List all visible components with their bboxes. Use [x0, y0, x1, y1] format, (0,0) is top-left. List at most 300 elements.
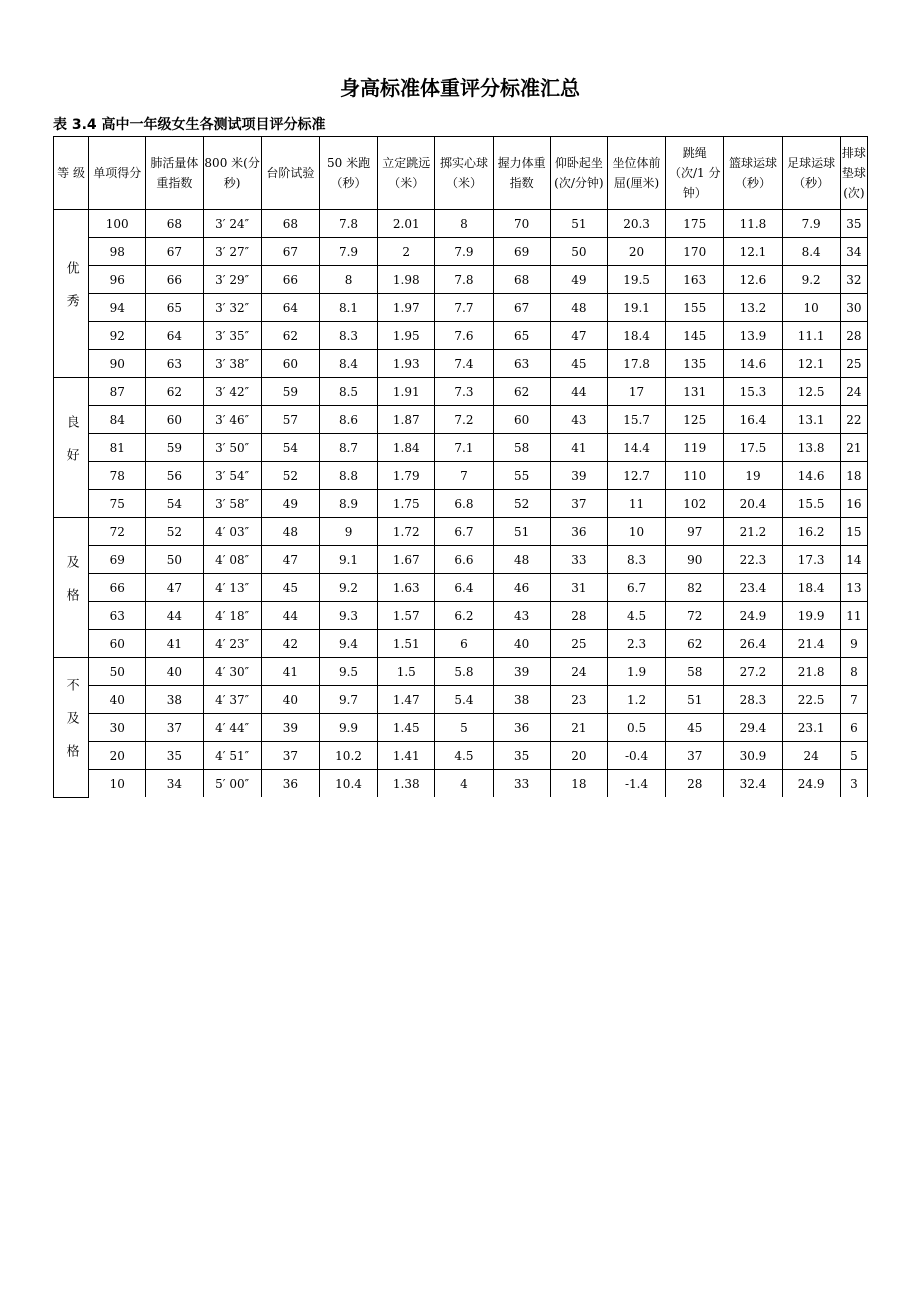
- table-cell: 16.2: [782, 518, 840, 546]
- table-cell: 49: [550, 266, 607, 294]
- table-cell: 1.75: [378, 490, 435, 518]
- column-header: 坐位体前屈(厘米): [607, 137, 665, 210]
- table-cell: 67: [146, 238, 203, 266]
- table-cell: 6.7: [435, 518, 493, 546]
- table-cell: 68: [146, 210, 203, 238]
- table-cell: 3′ 50″: [203, 434, 261, 462]
- table-row: [54, 630, 868, 658]
- table-cell: 84: [89, 406, 146, 434]
- table-cell: 24: [550, 658, 607, 686]
- table-cell: 125: [666, 406, 724, 434]
- column-header: 足球运球（秒）: [782, 137, 840, 210]
- column-header: 排球垫球(次): [840, 137, 867, 210]
- table-cell: 37: [146, 714, 203, 742]
- table-cell: 21.4: [782, 630, 840, 658]
- table-cell: 14: [840, 546, 867, 574]
- table-cell: 10: [89, 770, 146, 798]
- table-cell: 12.7: [607, 462, 665, 490]
- table-cell: 60: [89, 630, 146, 658]
- column-header: 800 米(分秒): [203, 137, 261, 210]
- table-cell: 57: [261, 406, 319, 434]
- table-cell: 1.87: [378, 406, 435, 434]
- table-cell: 51: [666, 686, 724, 714]
- table-cell: 12.5: [782, 378, 840, 406]
- table-cell: 59: [261, 378, 319, 406]
- table-cell: 41: [261, 658, 319, 686]
- table-row: [54, 602, 868, 630]
- table-cell: 41: [550, 434, 607, 462]
- table-cell: 60: [261, 350, 319, 378]
- table-cell: 4′ 18″: [203, 602, 261, 630]
- table-cell: 33: [550, 546, 607, 574]
- table-cell: 17: [607, 378, 665, 406]
- scoring-table: [53, 136, 868, 798]
- table-cell: 3′ 38″: [203, 350, 261, 378]
- table-cell: 4′ 13″: [203, 574, 261, 602]
- table-cell: 75: [89, 490, 146, 518]
- table-cell: 62: [146, 378, 203, 406]
- table-cell: 50: [89, 658, 146, 686]
- table-cell: 5.4: [435, 686, 493, 714]
- table-cell: 17.3: [782, 546, 840, 574]
- table-cell: 58: [493, 434, 550, 462]
- table-cell: 11.8: [724, 210, 782, 238]
- table-cell: 13.8: [782, 434, 840, 462]
- table-cell: 20.4: [724, 490, 782, 518]
- table-cell: 7: [840, 686, 867, 714]
- table-cell: 50: [146, 546, 203, 574]
- table-cell: 14.4: [607, 434, 665, 462]
- table-cell: 1.57: [378, 602, 435, 630]
- table-cell: 20.3: [607, 210, 665, 238]
- table-cell: 23.1: [782, 714, 840, 742]
- table-cell: 7.4: [435, 350, 493, 378]
- table-cell: 40: [146, 658, 203, 686]
- table-cell: 8.4: [319, 350, 377, 378]
- table-cell: 33: [493, 770, 550, 798]
- table-cell: 92: [89, 322, 146, 350]
- table-cell: 35: [146, 742, 203, 770]
- table-cell: 131: [666, 378, 724, 406]
- table-cell: 4′ 23″: [203, 630, 261, 658]
- table-cell: 7.9: [319, 238, 377, 266]
- table-row: [54, 742, 868, 770]
- table-cell: 3′ 42″: [203, 378, 261, 406]
- table-cell: 7.1: [435, 434, 493, 462]
- table-cell: 43: [550, 406, 607, 434]
- table-cell: 30.9: [724, 742, 782, 770]
- table-cell: 54: [261, 434, 319, 462]
- table-row: [54, 294, 868, 322]
- column-header: 掷实心球（米）: [435, 137, 493, 210]
- table-cell: 47: [261, 546, 319, 574]
- table-cell: 28: [840, 322, 867, 350]
- table-cell: 39: [493, 658, 550, 686]
- table-cell: 8.7: [319, 434, 377, 462]
- table-cell: 43: [493, 602, 550, 630]
- table-cell: 21: [550, 714, 607, 742]
- table-cell: 8.8: [319, 462, 377, 490]
- table-cell: 9.2: [782, 266, 840, 294]
- table-cell: 3′ 24″: [203, 210, 261, 238]
- table-cell: 1.41: [378, 742, 435, 770]
- table-cell: 8.5: [319, 378, 377, 406]
- table-cell: 39: [550, 462, 607, 490]
- table-cell: 110: [666, 462, 724, 490]
- table-cell: 24.9: [782, 770, 840, 798]
- table-cell: 9.7: [319, 686, 377, 714]
- table-cell: 170: [666, 238, 724, 266]
- table-cell: 6.7: [607, 574, 665, 602]
- table-cell: 7.8: [319, 210, 377, 238]
- table-cell: 1.91: [378, 378, 435, 406]
- table-cell: 18.4: [782, 574, 840, 602]
- table-cell: 19.5: [607, 266, 665, 294]
- table-row: [54, 658, 868, 686]
- table-cell: 37: [666, 742, 724, 770]
- table-cell: 96: [89, 266, 146, 294]
- table-cell: 59: [146, 434, 203, 462]
- table-cell: 7.3: [435, 378, 493, 406]
- table-cell: 19: [724, 462, 782, 490]
- table-cell: 9: [319, 518, 377, 546]
- table-cell: 3′ 54″: [203, 462, 261, 490]
- table-cell: 11.1: [782, 322, 840, 350]
- table-cell: 40: [261, 686, 319, 714]
- table-cell: 7: [435, 462, 493, 490]
- header-row: [54, 137, 868, 210]
- table-row: [54, 518, 868, 546]
- table-cell: 35: [493, 742, 550, 770]
- table-cell: 8.3: [319, 322, 377, 350]
- table-cell: 28: [666, 770, 724, 798]
- table-cell: 34: [840, 238, 867, 266]
- table-cell: 9.2: [319, 574, 377, 602]
- table-cell: 9: [840, 630, 867, 658]
- table-cell: 37: [550, 490, 607, 518]
- table-cell: 31: [550, 574, 607, 602]
- table-cell: 8: [435, 210, 493, 238]
- table-cell: 10.2: [319, 742, 377, 770]
- table-cell: 7.9: [782, 210, 840, 238]
- table-cell: 3′ 27″: [203, 238, 261, 266]
- table-row: [54, 686, 868, 714]
- table-cell: 28: [550, 602, 607, 630]
- table-cell: 5′ 00″: [203, 770, 261, 798]
- column-header: 台阶试验: [261, 137, 319, 210]
- table-cell: 14.6: [724, 350, 782, 378]
- table-row: [54, 574, 868, 602]
- table-cell: -1.4: [607, 770, 665, 798]
- table-cell: 48: [493, 546, 550, 574]
- table-cell: 9.1: [319, 546, 377, 574]
- table-cell: 13.9: [724, 322, 782, 350]
- table-cell: 7.9: [435, 238, 493, 266]
- table-cell: 35: [840, 210, 867, 238]
- table-cell: 42: [261, 630, 319, 658]
- table-cell: 18: [550, 770, 607, 798]
- table-cell: 4′ 44″: [203, 714, 261, 742]
- table-cell: 70: [493, 210, 550, 238]
- table-cell: 65: [146, 294, 203, 322]
- table-cell: 16.4: [724, 406, 782, 434]
- table-cell: 12.6: [724, 266, 782, 294]
- table-cell: 15.7: [607, 406, 665, 434]
- column-header: 跳绳（次/1 分钟）: [666, 137, 724, 210]
- table-cell: 3′ 32″: [203, 294, 261, 322]
- table-row: [54, 210, 868, 238]
- table-cell: 1.67: [378, 546, 435, 574]
- table-cell: 44: [146, 602, 203, 630]
- table-cell: 2: [378, 238, 435, 266]
- table-row: [54, 406, 868, 434]
- table-cell: 1.97: [378, 294, 435, 322]
- table-cell: 1.5: [378, 658, 435, 686]
- table-cell: 69: [493, 238, 550, 266]
- table-cell: 24.9: [724, 602, 782, 630]
- table-cell: 67: [261, 238, 319, 266]
- table-row: [54, 238, 868, 266]
- table-cell: 36: [261, 770, 319, 798]
- table-cell: 10: [782, 294, 840, 322]
- table-cell: 66: [261, 266, 319, 294]
- table-cell: 45: [550, 350, 607, 378]
- table-cell: 32.4: [724, 770, 782, 798]
- table-cell: 28.3: [724, 686, 782, 714]
- table-cell: 8.3: [607, 546, 665, 574]
- table-cell: 3: [840, 770, 867, 798]
- table-cell: 58: [666, 658, 724, 686]
- table-cell: 163: [666, 266, 724, 294]
- table-cell: 2.3: [607, 630, 665, 658]
- table-cell: 52: [146, 518, 203, 546]
- table-cell: 72: [89, 518, 146, 546]
- table-cell: 40: [493, 630, 550, 658]
- table-cell: 82: [666, 574, 724, 602]
- table-cell: 62: [493, 378, 550, 406]
- table-cell: 36: [493, 714, 550, 742]
- table-cell: 18: [840, 462, 867, 490]
- table-cell: 90: [89, 350, 146, 378]
- table-row: [54, 462, 868, 490]
- table-cell: 1.38: [378, 770, 435, 798]
- table-cell: 56: [146, 462, 203, 490]
- table-cell: 44: [550, 378, 607, 406]
- table-cell: 1.95: [378, 322, 435, 350]
- table-cell: 4′ 03″: [203, 518, 261, 546]
- table-row: [54, 490, 868, 518]
- table-cell: 6: [435, 630, 493, 658]
- grade-cell: 不及格: [54, 658, 89, 798]
- grade-cell: 及格: [54, 518, 89, 658]
- table-cell: 72: [666, 602, 724, 630]
- table-cell: 24: [782, 742, 840, 770]
- table-cell: 21.8: [782, 658, 840, 686]
- table-cell: 4′ 08″: [203, 546, 261, 574]
- table-cell: 27.2: [724, 658, 782, 686]
- table-cell: 1.9: [607, 658, 665, 686]
- column-header: 握力体重指数: [493, 137, 550, 210]
- grade-cell: 良好: [54, 378, 89, 518]
- table-cell: 68: [261, 210, 319, 238]
- table-cell: 15.3: [724, 378, 782, 406]
- page-title: 身高标准体重评分标准汇总: [340, 76, 580, 100]
- table-caption: 表 3.4 高中一年级女生各测试项目评分标准: [53, 117, 326, 133]
- table-cell: 48: [550, 294, 607, 322]
- table-cell: 30: [89, 714, 146, 742]
- table-cell: 6.6: [435, 546, 493, 574]
- table-row: [54, 434, 868, 462]
- table-cell: 60: [146, 406, 203, 434]
- table-cell: 34: [146, 770, 203, 798]
- table-cell: 11: [840, 602, 867, 630]
- table-cell: 46: [493, 574, 550, 602]
- table-cell: 44: [261, 602, 319, 630]
- table-cell: 1.63: [378, 574, 435, 602]
- table-cell: 1.2: [607, 686, 665, 714]
- table-cell: 4: [435, 770, 493, 798]
- table-cell: 15.5: [782, 490, 840, 518]
- table-cell: 13.1: [782, 406, 840, 434]
- table-cell: 1.45: [378, 714, 435, 742]
- table-cell: 65: [493, 322, 550, 350]
- table-cell: 24: [840, 378, 867, 406]
- table-cell: 10: [607, 518, 665, 546]
- table-cell: 20: [89, 742, 146, 770]
- table-cell: 175: [666, 210, 724, 238]
- table-cell: 135: [666, 350, 724, 378]
- table-cell: 25: [840, 350, 867, 378]
- table-cell: 2.01: [378, 210, 435, 238]
- table-cell: 26.4: [724, 630, 782, 658]
- table-cell: 67: [493, 294, 550, 322]
- table-cell: 7.7: [435, 294, 493, 322]
- table-cell: 5: [435, 714, 493, 742]
- table-cell: 14.6: [782, 462, 840, 490]
- table-row: [54, 266, 868, 294]
- table-row: [54, 770, 868, 798]
- table-row: [54, 546, 868, 574]
- table-cell: 145: [666, 322, 724, 350]
- table-cell: 12.1: [724, 238, 782, 266]
- table-cell: 81: [89, 434, 146, 462]
- table-cell: 50: [550, 238, 607, 266]
- column-header: 50 米跑（秒）: [319, 137, 377, 210]
- table-cell: 90: [666, 546, 724, 574]
- table-cell: 5: [840, 742, 867, 770]
- table-cell: 8.9: [319, 490, 377, 518]
- table-cell: 9.3: [319, 602, 377, 630]
- table-cell: 8: [840, 658, 867, 686]
- table-cell: 9.5: [319, 658, 377, 686]
- grade-cell: 优秀: [54, 210, 89, 378]
- table-cell: 51: [493, 518, 550, 546]
- table-cell: 1.93: [378, 350, 435, 378]
- table-cell: 18.4: [607, 322, 665, 350]
- table-cell: 97: [666, 518, 724, 546]
- table-cell: 11: [607, 490, 665, 518]
- table-cell: 21.2: [724, 518, 782, 546]
- table-cell: 6.8: [435, 490, 493, 518]
- table-cell: 9.4: [319, 630, 377, 658]
- table-cell: 54: [146, 490, 203, 518]
- table-cell: 20: [550, 742, 607, 770]
- table-cell: 1.72: [378, 518, 435, 546]
- table-cell: 63: [89, 602, 146, 630]
- table-cell: 5.8: [435, 658, 493, 686]
- table-cell: 119: [666, 434, 724, 462]
- table-cell: 39: [261, 714, 319, 742]
- column-header: 单项得分: [89, 137, 146, 210]
- table-cell: 41: [146, 630, 203, 658]
- table-cell: 47: [550, 322, 607, 350]
- table-cell: 66: [146, 266, 203, 294]
- table-row: [54, 322, 868, 350]
- table-cell: 22.3: [724, 546, 782, 574]
- table-cell: 52: [261, 462, 319, 490]
- table-cell: 7.2: [435, 406, 493, 434]
- table-cell: 68: [493, 266, 550, 294]
- table-cell: 9.9: [319, 714, 377, 742]
- table-cell: 63: [493, 350, 550, 378]
- table-cell: 48: [261, 518, 319, 546]
- table-cell: 10.4: [319, 770, 377, 798]
- column-header: 等 级: [54, 137, 89, 210]
- table-cell: 6.2: [435, 602, 493, 630]
- table-cell: 12.1: [782, 350, 840, 378]
- table-cell: 49: [261, 490, 319, 518]
- table-cell: 6: [840, 714, 867, 742]
- table-row: [54, 350, 868, 378]
- table-cell: 36: [550, 518, 607, 546]
- table-cell: 69: [89, 546, 146, 574]
- table-cell: 66: [89, 574, 146, 602]
- table-cell: 102: [666, 490, 724, 518]
- table-cell: 3′ 29″: [203, 266, 261, 294]
- table-cell: 4.5: [435, 742, 493, 770]
- table-cell: 3′ 58″: [203, 490, 261, 518]
- table-cell: 25: [550, 630, 607, 658]
- table-cell: 19.1: [607, 294, 665, 322]
- table-cell: 32: [840, 266, 867, 294]
- column-header: 仰卧起坐(次/分钟): [550, 137, 607, 210]
- table-cell: 60: [493, 406, 550, 434]
- table-cell: 55: [493, 462, 550, 490]
- table-cell: -0.4: [607, 742, 665, 770]
- table-cell: 51: [550, 210, 607, 238]
- table-cell: 38: [493, 686, 550, 714]
- table-cell: 22.5: [782, 686, 840, 714]
- column-header: 肺活量体重指数: [146, 137, 203, 210]
- table-cell: 47: [146, 574, 203, 602]
- table-cell: 1.47: [378, 686, 435, 714]
- table-cell: 62: [666, 630, 724, 658]
- table-cell: 17.8: [607, 350, 665, 378]
- table-cell: 64: [146, 322, 203, 350]
- table-row: [54, 378, 868, 406]
- table-cell: 4.5: [607, 602, 665, 630]
- table-cell: 4′ 30″: [203, 658, 261, 686]
- table-cell: 1.79: [378, 462, 435, 490]
- table-cell: 8.6: [319, 406, 377, 434]
- table-cell: 8: [319, 266, 377, 294]
- table-cell: 78: [89, 462, 146, 490]
- table-cell: 7.8: [435, 266, 493, 294]
- table-cell: 23: [550, 686, 607, 714]
- table-cell: 87: [89, 378, 146, 406]
- table-cell: 8.4: [782, 238, 840, 266]
- column-header: 立定跳远（米）: [378, 137, 435, 210]
